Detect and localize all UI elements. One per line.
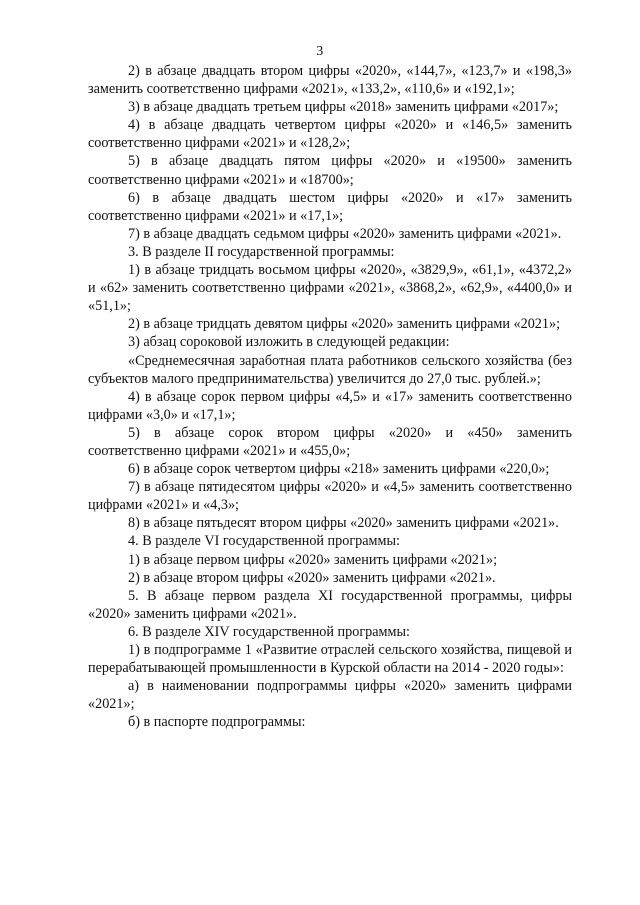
paragraph: 2) в абзаце втором цифры «2020» заменить цифрами «2021». bbox=[128, 569, 496, 586]
paragraph: 3) в абзаце двадцать третьем цифры «2018» заменить цифрами «2017»; bbox=[128, 99, 559, 116]
section-heading: 3. В разделе II государственной программы: bbox=[128, 243, 395, 260]
paragraph: 3) абзац сороковой изложить в следующей редакции: bbox=[128, 334, 450, 351]
section-heading: 6. В разделе XIV государственной программы: bbox=[128, 623, 410, 640]
paragraph: б) в паспорте подпрограммы: bbox=[128, 714, 306, 731]
paragraph: 1) в подпрограмме 1 «Развитие отраслей сельского хозяйства, пищевой и перерабатывающей промышленности в Курской области на 2014 - 2020 годы»: bbox=[88, 642, 572, 677]
paragraph: 7) в абзаце пятидесятом цифры «2020» и «4,5» заменить соответственно цифрами «2021» и «4,3»; bbox=[88, 479, 572, 514]
document-body bbox=[88, 62, 572, 731]
paragraph: 7) в абзаце двадцать седьмом цифры «2020» заменить цифрами «2021». bbox=[128, 225, 562, 242]
paragraph: 1) в абзаце тридцать восьмом цифры «2020», «3829,9», «61,1», «4372,2» и «62» заменить соответственно цифрами «2021», «3868,2», «62,9», «4400,0» и «51,1»; bbox=[88, 262, 572, 315]
paragraph: 4) в абзаце сорок первом цифры «4,5» и «17» заменить соответственно цифрами «3,0» и «17,1»; bbox=[88, 388, 572, 423]
paragraph: 5) в абзаце двадцать пятом цифры «2020» и «19500» заменить соответственно цифрами «2021» и «18700»; bbox=[88, 153, 572, 188]
paragraph: 6) в абзаце двадцать шестом цифры «2020» и «17» заменить соответственно цифрами «2021» и «17,1»; bbox=[88, 189, 572, 224]
section-heading: 5. В абзаце первом раздела XI государственной программы, цифры «2020» заменить цифрами «2021». bbox=[88, 587, 572, 622]
quoted-paragraph: «Среднемесячная заработная плата работников сельского хозяйства (без субъектов малого предпринимательства) увеличится до 27,0 тыс. рублей.»; bbox=[88, 352, 572, 387]
section-heading: 4. В разделе VI государственной программы: bbox=[128, 533, 400, 550]
paragraph: 2) в абзаце двадцать втором цифры «2020», «144,7», «123,7» и «198,3» заменить соответственно цифрами «2021», «133,2», «110,6» и «192,1»; bbox=[88, 63, 572, 98]
paragraph: 6) в абзаце сорок четвертом цифры «218» заменить цифрами «220,0»; bbox=[128, 461, 550, 478]
page-number: 3 bbox=[316, 44, 324, 59]
paragraph: 8) в абзаце пятьдесят втором цифры «2020» заменить цифрами «2021». bbox=[128, 515, 559, 532]
paragraph: 5) в абзаце сорок втором цифры «2020» и «450» заменить соответственно цифрами «2021» и «455,0»; bbox=[88, 424, 572, 459]
paragraph: а) в наименовании подпрограммы цифры «2020» заменить цифрами «2021»; bbox=[88, 678, 572, 713]
paragraph: 1) в абзаце первом цифры «2020» заменить цифрами «2021»; bbox=[128, 551, 498, 568]
paragraph: 2) в абзаце тридцать девятом цифры «2020» заменить цифрами «2021»; bbox=[128, 316, 561, 333]
paragraph: 4) в абзаце двадцать четвертом цифры «2020» и «146,5» заменить соответственно цифрами «2021» и «128,2»; bbox=[88, 117, 572, 152]
